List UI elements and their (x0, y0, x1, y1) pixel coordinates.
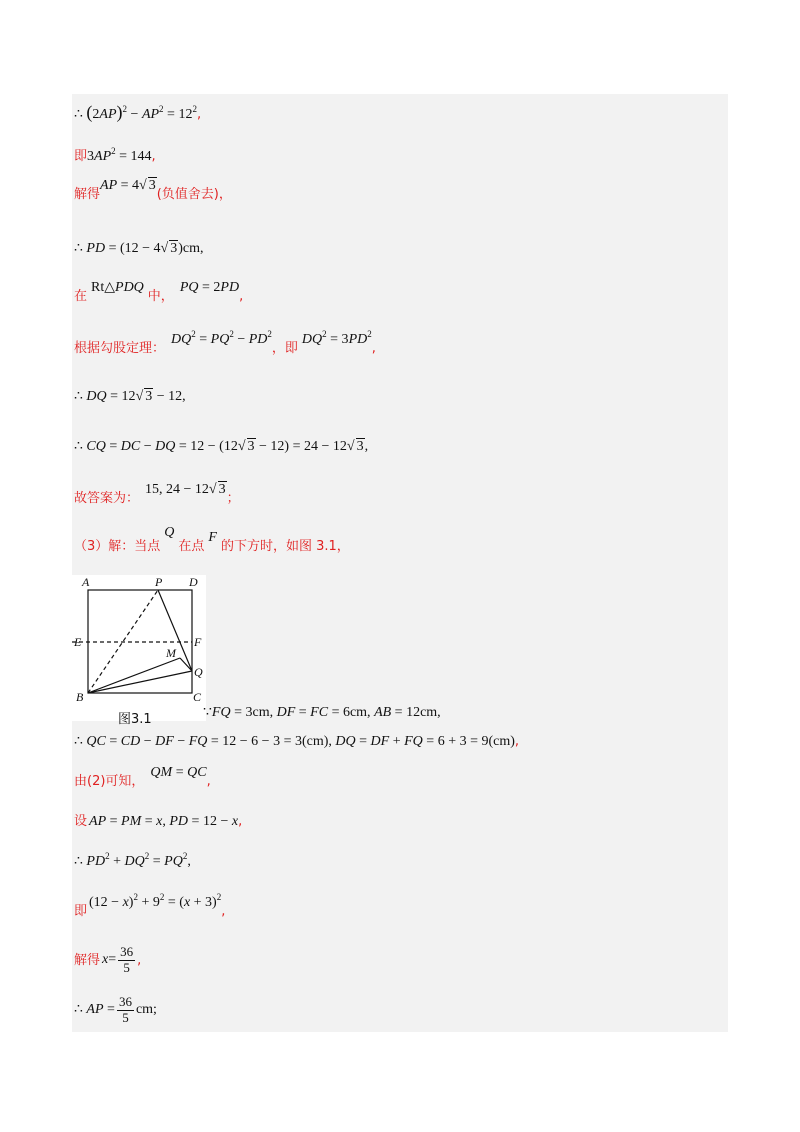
label-m: M (166, 646, 176, 660)
segment-mq (180, 658, 192, 671)
equation-line-17: 解得 x = $\frac{36}{5}$ , (74, 944, 142, 975)
figure-3-1 (72, 575, 206, 721)
equation-line-2: 即$3AP^2 = 144$, (74, 146, 156, 164)
figure-caption: 图3.1 (118, 712, 152, 727)
equation-line-4: ∴ PD = (12 − 4√ 3)cm, (74, 241, 204, 256)
equation-line-5: 在Rt△PDQ中，PQ = 2PD, (74, 280, 244, 304)
equation-line-18: ∴ AP = $\frac{36}{5}$ cm; (74, 994, 157, 1025)
label-d: D (189, 575, 198, 589)
equation-line-11: ∵FQ = 3cm, DF = FC = 6cm, AB = 12cm, (203, 705, 441, 720)
equation-line-12: ∴ QC = CD − DF − FQ = 12 − 6 − 3 = 3(cm), DQ = DF + FQ = 6 + 3 = 9(cm), (74, 734, 520, 749)
fraction-36-5-b: $\frac{36}{5}$ (118, 994, 132, 1025)
equation-line-16: 即$(12 - x)^2 + 9^2 = (x + 3)^2$, (74, 892, 226, 919)
part3-heading: （3）解：当点Q在点F的下方时，如图 3.1， (74, 525, 350, 554)
label-f: F (194, 635, 202, 649)
equation-line-7: ∴ DQ = 12√ 3 − 12, (74, 389, 186, 404)
equation-line-1: ∴ $(2AP)^2 - AP^2 = 12^2$, (74, 102, 202, 122)
segment-bq (88, 671, 192, 693)
equation-line-14: 设 AP = PM = x, PD = 12 − x, (74, 814, 243, 829)
segment-bm (88, 658, 180, 693)
equation-line-8: ∴ CQ = DC − DQ = 12 − (12√ 3 − 12) = 24 − 12√ 3, (74, 439, 369, 454)
answer-line: 故答案为：15, 24 − 12√ 3； (74, 482, 240, 506)
geometry-diagram (72, 575, 206, 721)
label-a: A (82, 575, 90, 589)
equation-line-3: 解得AP = 4√ 3(负值舍去)， (74, 178, 232, 202)
label-c: C (193, 690, 202, 704)
content-panel (72, 94, 728, 1032)
label-e: E (74, 635, 82, 649)
label-q: Q (194, 665, 203, 679)
equation-line-15: ∴ $PD^2 + DQ^2 = PQ^2$, (74, 851, 191, 869)
fraction-36-5: $\frac{36}{5}$ (120, 944, 134, 975)
equation-line-6: 根据勾股定理：$DQ^2 = PQ^2 - PD^2$，即$DQ^2 = 3PD^2$, (74, 329, 376, 356)
equation-line-13: 由(2)可知，QM = QC, (74, 765, 211, 789)
label-b: B (76, 690, 84, 704)
label-p: P (155, 575, 163, 589)
